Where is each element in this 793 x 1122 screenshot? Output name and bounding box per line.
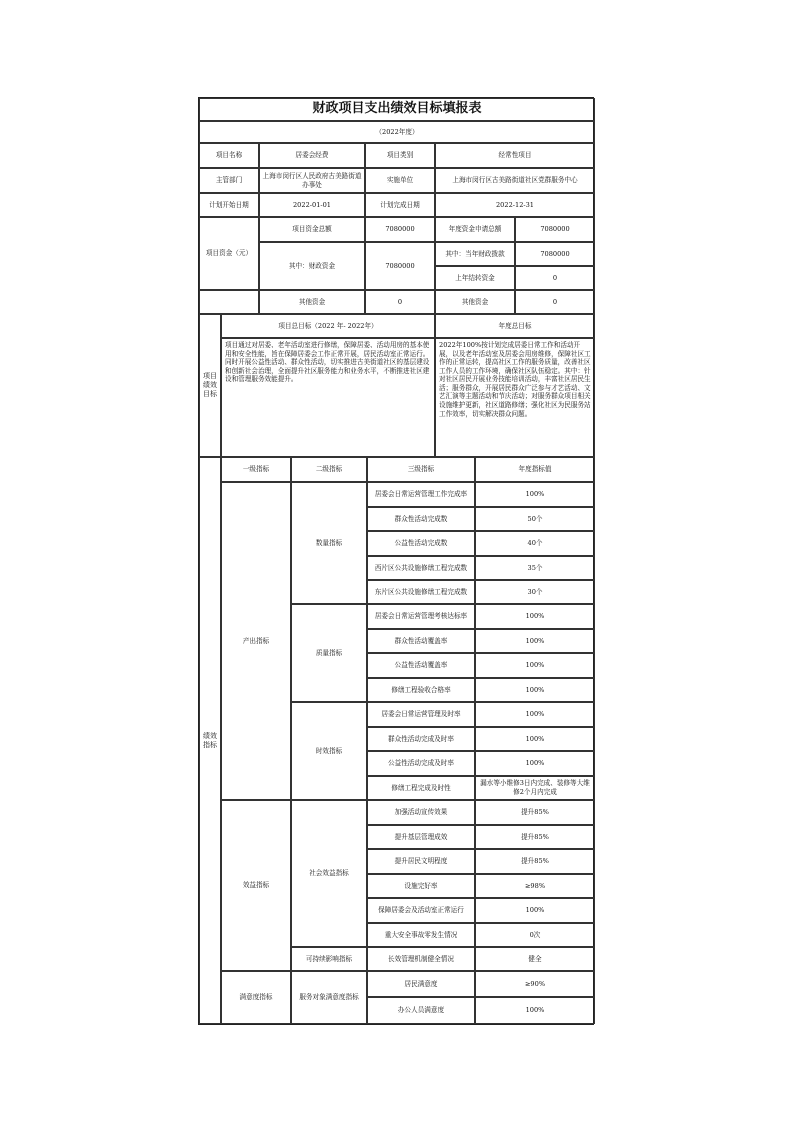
apply-value: 7080000 [515, 217, 595, 242]
l3-name: 居委会日常运营管理考核达标率 [367, 604, 475, 629]
l3-value: 健全 [475, 947, 595, 971]
header-level3: 三级指标 [367, 457, 475, 482]
other-label: 其他资金 [259, 290, 365, 314]
exec-value: 上海市闵行区古美路街道社区党群服务中心 [435, 168, 595, 193]
dept-value: 上海市闵行区人民政府古美路街道办事处 [259, 168, 365, 193]
l3-value: 100% [475, 482, 595, 507]
l3-name: 居委会日常运营管理工作完成率 [367, 482, 475, 507]
l3-value: 100% [475, 653, 595, 678]
l3-value: 100% [475, 751, 595, 776]
l3-name: 公益性活动覆盖率 [367, 653, 475, 678]
form-year: （2022年度） [199, 121, 595, 143]
project-name-label: 项目名称 [199, 143, 259, 168]
current-label: 其中：当年财政拨款 [435, 242, 515, 266]
annual-goal-header: 年度总目标 [435, 314, 595, 338]
l3-value: 漏水等小维修3日内完成、装修等大维修2个月内完成 [475, 776, 595, 800]
other2-value: 0 [515, 290, 595, 314]
l3-name: 居民满意度 [367, 971, 475, 997]
indicators-side-label: 绩效指标 [199, 457, 221, 1024]
l3-name: 提升基层管理成效 [367, 825, 475, 849]
level2-social: 社会效益指标 [291, 800, 367, 947]
l3-name: 东片区公共设施修缮工程完成数 [367, 580, 475, 604]
l3-name: 设施完好率 [367, 874, 475, 898]
fiscal-value: 7080000 [365, 242, 435, 290]
l3-name: 办公人员满意度 [367, 997, 475, 1024]
level2-service-satisfaction: 服务对象满意度指标 [291, 971, 367, 1024]
l3-name: 保障居委会及活动室正常运行 [367, 898, 475, 923]
annual-goal-text: 2022年100%按计划完成居委日常工作和活动开展，以及老年活动室及居委会用房维修，保障社区工作的正常运转，提高社区工作的服务质量，改善社区工作人员的工作环境，确保社区队伍稳定。其中：针对社区居民开展业务技能培训活动，丰富社区居民生活；服务群众，开展居民群众广泛参与才艺活动、文艺汇演等主题活动和节庆活动；对服务群众项目相关设施维护更新，社区道路修缮；强化社区为民服务站工作效率，切实解决群众问题。 [435, 338, 595, 457]
l3-value: 100% [475, 727, 595, 751]
exec-label: 实施单位 [365, 168, 435, 193]
overall-goal-text: 项目通过对居委、老年活动室进行修缮，保障居委、活动用房的基本使用和安全性能，旨在保障居委会工作正常开展，居民活动室正常运行。同时开展公益性活动、群众性活动，切实推进古美街道社区的基层建设和创新社会治理，全面提升社区服务能力和业务水平，不断推进社区建设和管理服务效能提升。 [221, 338, 435, 457]
l3-name: 公益性活动完成及时率 [367, 751, 475, 776]
l3-value: 100% [475, 629, 595, 653]
dept-label: 主管部门 [199, 168, 259, 193]
level2-quantity: 数量指标 [291, 482, 367, 604]
end-value: 2022-12-31 [435, 193, 595, 217]
header-level1: 一级指标 [221, 457, 291, 482]
l3-value: 提升85% [475, 825, 595, 849]
project-name-value: 居委会经费 [259, 143, 365, 168]
l3-name: 公益性活动完成数 [367, 531, 475, 556]
l3-value: 100% [475, 898, 595, 923]
funds-blank [199, 290, 259, 314]
l3-name: 群众性活动完成数 [367, 507, 475, 531]
fiscal-label: 其中：财政资金 [259, 242, 365, 290]
l3-value: ≥90% [475, 971, 595, 997]
l3-value: 提升85% [475, 849, 595, 874]
level1-output: 产出指标 [221, 482, 291, 800]
other2-label: 其他资金 [435, 290, 515, 314]
l3-name: 加强活动宣传效果 [367, 800, 475, 825]
apply-label: 年度资金申请总额 [435, 217, 515, 242]
l3-name: 群众性活动覆盖率 [367, 629, 475, 653]
total-value: 7080000 [365, 217, 435, 242]
l3-value: 0次 [475, 923, 595, 947]
l3-name: 群众性活动完成及时率 [367, 727, 475, 751]
project-type-value: 经常性项目 [435, 143, 595, 168]
carry-value: 0 [515, 266, 595, 290]
header-level2: 二级指标 [291, 457, 367, 482]
l3-name: 长效管理机制健全情况 [367, 947, 475, 971]
l3-value: 提升85% [475, 800, 595, 825]
level2-quality: 质量指标 [291, 604, 367, 702]
start-value: 2022-01-01 [259, 193, 365, 217]
level1-satisfaction: 满意度指标 [221, 971, 291, 1024]
level2-sustainable: 可持续影响指标 [291, 947, 367, 971]
l3-name: 修缮工程验收合格率 [367, 678, 475, 702]
l3-name: 修缮工程完成及时性 [367, 776, 475, 800]
level2-timeliness: 时效指标 [291, 702, 367, 800]
other-value: 0 [365, 290, 435, 314]
l3-value: 50个 [475, 507, 595, 531]
total-label: 项目资金总额 [259, 217, 365, 242]
l3-name: 提升居民文明程度 [367, 849, 475, 874]
l3-value: 100% [475, 702, 595, 727]
goals-side-label: 项目绩效目标 [199, 314, 221, 457]
overall-goal-header: 项目总目标（2022 年- 2022年） [221, 314, 435, 338]
header-value: 年度指标值 [475, 457, 595, 482]
project-type-label: 项目类别 [365, 143, 435, 168]
current-value: 7080000 [515, 242, 595, 266]
l3-value: 100% [475, 604, 595, 629]
l3-value: 100% [475, 678, 595, 702]
end-label: 计划完成日期 [365, 193, 435, 217]
l3-value: ≥98% [475, 874, 595, 898]
l3-name: 居委会日常运营管理及时率 [367, 702, 475, 727]
l3-name: 重大安全事故零发生情况 [367, 923, 475, 947]
start-label: 计划开始日期 [199, 193, 259, 217]
l3-value: 40个 [475, 531, 595, 556]
l3-value: 35个 [475, 556, 595, 580]
form-title: 财政项目支出绩效目标填报表 [199, 98, 595, 121]
l3-value: 100% [475, 997, 595, 1024]
level1-benefit: 效益指标 [221, 800, 291, 971]
l3-value: 30个 [475, 580, 595, 604]
report-form [198, 97, 594, 1025]
l3-name: 西片区公共设施修缮工程完成数 [367, 556, 475, 580]
carry-label: 上年结转资金 [435, 266, 515, 290]
funds-label: 项目资金（元） [199, 217, 259, 290]
